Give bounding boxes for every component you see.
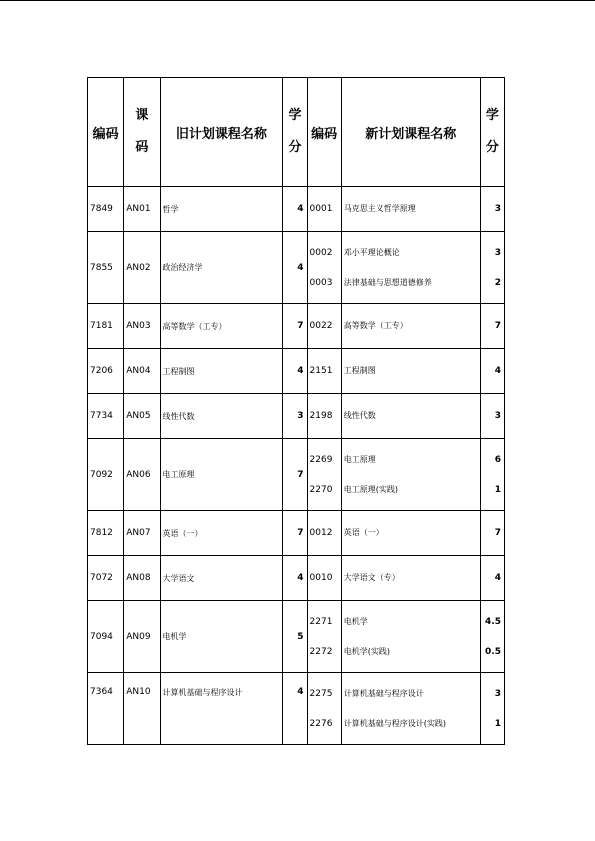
new-credit-cell bbox=[480, 601, 504, 673]
course-code-cell: AN05 bbox=[124, 394, 160, 439]
new-code-cell-line: 0001 bbox=[309, 204, 333, 214]
old-name-cell: 线性代数 bbox=[160, 394, 283, 439]
course-code-cell: AN02 bbox=[124, 232, 160, 304]
new-credit-cell-line: 3 bbox=[494, 411, 501, 421]
new-code-cell bbox=[307, 673, 341, 745]
old-credit-cell: 4 bbox=[283, 673, 307, 745]
new-credit-cell-line: 4 bbox=[494, 366, 501, 376]
header-new-credit bbox=[480, 78, 504, 187]
new-name-cell-line: 线性代数 bbox=[343, 411, 376, 420]
old-name-cell: 政治经济学 bbox=[160, 232, 283, 304]
new-code-cell-line: 2272 bbox=[309, 646, 333, 657]
new-code-cell-line: 2276 bbox=[309, 718, 333, 729]
new-name-cell-line: 工程制图 bbox=[343, 366, 376, 375]
new-name-cell-line: 计算机基础与程序设计(实践) bbox=[343, 718, 447, 728]
course-mapping-table bbox=[87, 77, 505, 745]
old-credit-cell: 7 bbox=[283, 439, 307, 511]
new-name-cell bbox=[341, 556, 480, 601]
new-credit-cell-line: 0.5 bbox=[485, 646, 501, 657]
new-credit-cell bbox=[480, 349, 504, 394]
new-code-cell-line: 0003 bbox=[309, 277, 333, 288]
old-code-cell: 7094 bbox=[88, 601, 124, 673]
new-name-cell-line: 高等数学（工专） bbox=[343, 321, 408, 330]
old-name-cell: 英语（一） bbox=[160, 511, 283, 556]
old-credit-cell: 5 bbox=[283, 601, 307, 673]
old-credit-cell: 4 bbox=[283, 232, 307, 304]
table-row bbox=[88, 601, 505, 673]
old-code-cell: 7206 bbox=[88, 349, 124, 394]
new-name-cell-line: 法律基础与思想道德修养 bbox=[343, 277, 432, 287]
new-name-cell bbox=[341, 511, 480, 556]
table-row bbox=[88, 304, 505, 349]
new-code-cell-line: 0022 bbox=[309, 321, 333, 331]
new-code-cell bbox=[307, 304, 341, 349]
new-code-cell-line: 2271 bbox=[309, 616, 333, 627]
table-row bbox=[88, 439, 505, 511]
old-name-cell: 大学语文 bbox=[160, 556, 283, 601]
course-code-cell: AN10 bbox=[124, 673, 160, 745]
new-name-cell bbox=[341, 439, 480, 511]
new-credit-cell bbox=[480, 187, 504, 232]
new-name-cell bbox=[341, 304, 480, 349]
new-name-cell bbox=[341, 673, 480, 745]
header-new-credit-char1: 学 bbox=[485, 108, 499, 123]
new-credit-cell-line: 3 bbox=[494, 204, 501, 214]
table-row bbox=[88, 556, 505, 601]
old-code-cell: 7181 bbox=[88, 304, 124, 349]
old-code-cell: 7734 bbox=[88, 394, 124, 439]
new-code-cell bbox=[307, 187, 341, 232]
new-code-cell-line: 2151 bbox=[309, 366, 333, 376]
new-credit-cell bbox=[480, 394, 504, 439]
old-credit-cell: 7 bbox=[283, 304, 307, 349]
new-code-cell bbox=[307, 511, 341, 556]
old-credit-cell: 4 bbox=[283, 556, 307, 601]
new-name-cell-line: 电机学(实践) bbox=[343, 646, 391, 656]
new-credit-cell-line: 6 bbox=[494, 454, 501, 465]
course-code-cell: AN07 bbox=[124, 511, 160, 556]
header-course-code-char1: 课 bbox=[135, 108, 149, 123]
old-code-cell: 7364 bbox=[88, 673, 124, 745]
table-row bbox=[88, 232, 505, 304]
course-code-cell: AN04 bbox=[124, 349, 160, 394]
table-row bbox=[88, 673, 505, 745]
course-code-cell: AN03 bbox=[124, 304, 160, 349]
new-code-cell-line: 2270 bbox=[309, 484, 333, 495]
new-credit-cell-line: 4 bbox=[494, 573, 501, 583]
course-code-cell: AN01 bbox=[124, 187, 160, 232]
new-name-cell-line: 计算机基础与程序设计 bbox=[343, 688, 424, 698]
header-old-credit-char2: 分 bbox=[288, 140, 302, 155]
old-name-cell: 哲学 bbox=[160, 187, 283, 232]
old-code-cell: 7812 bbox=[88, 511, 124, 556]
new-name-cell bbox=[341, 232, 480, 304]
new-code-cell-line: 0012 bbox=[309, 528, 333, 538]
old-name-cell: 工程制图 bbox=[160, 349, 283, 394]
old-code-cell: 7855 bbox=[88, 232, 124, 304]
header-course-code-char2: 码 bbox=[135, 140, 149, 155]
new-code-cell bbox=[307, 394, 341, 439]
header-old-code: 编码 bbox=[88, 78, 124, 187]
new-name-cell-line: 电机学 bbox=[343, 616, 368, 626]
new-credit-cell-line: 1 bbox=[494, 718, 501, 729]
old-name-cell: 计算机基础与程序设计 bbox=[160, 673, 283, 745]
new-credit-cell bbox=[480, 511, 504, 556]
new-code-cell bbox=[307, 439, 341, 511]
new-code-cell bbox=[307, 232, 341, 304]
new-credit-cell bbox=[480, 556, 504, 601]
header-old-credit-char1: 学 bbox=[288, 108, 302, 123]
new-name-cell-line: 马克思主义哲学原理 bbox=[343, 204, 416, 213]
new-name-cell-line: 电工原理 bbox=[343, 454, 376, 464]
new-credit-cell-line: 4.5 bbox=[485, 616, 501, 627]
page-top-rule bbox=[0, 0, 595, 1]
header-course-code bbox=[124, 78, 160, 187]
new-name-cell-line: 邓小平理论概论 bbox=[343, 247, 400, 257]
new-credit-cell bbox=[480, 232, 504, 304]
course-code-cell: AN09 bbox=[124, 601, 160, 673]
course-code-cell: AN06 bbox=[124, 439, 160, 511]
old-credit-cell: 4 bbox=[283, 187, 307, 232]
new-name-cell bbox=[341, 394, 480, 439]
new-name-cell bbox=[341, 187, 480, 232]
new-code-cell bbox=[307, 601, 341, 673]
header-old-name: 旧计划课程名称 bbox=[160, 78, 283, 187]
new-credit-cell-line: 1 bbox=[494, 484, 501, 495]
new-code-cell-line: 2269 bbox=[309, 454, 333, 465]
header-new-name: 新计划课程名称 bbox=[341, 78, 480, 187]
new-credit-cell-line: 3 bbox=[494, 247, 501, 258]
table-row bbox=[88, 394, 505, 439]
new-code-cell bbox=[307, 349, 341, 394]
new-credit-cell-line: 2 bbox=[494, 277, 501, 288]
table-row bbox=[88, 511, 505, 556]
old-name-cell: 电机学 bbox=[160, 601, 283, 673]
new-credit-cell-line: 7 bbox=[494, 528, 501, 538]
old-credit-cell: 4 bbox=[283, 349, 307, 394]
new-credit-cell bbox=[480, 673, 504, 745]
new-credit-cell bbox=[480, 304, 504, 349]
new-code-cell bbox=[307, 556, 341, 601]
old-code-cell: 7072 bbox=[88, 556, 124, 601]
new-code-cell-line: 0010 bbox=[309, 573, 333, 583]
new-name-cell-line: 英语（一） bbox=[343, 528, 384, 537]
new-name-cell-line: 电工原理(实践) bbox=[343, 484, 399, 494]
course-code-cell: AN08 bbox=[124, 556, 160, 601]
new-code-cell-line: 2275 bbox=[309, 688, 333, 699]
old-code-cell: 7849 bbox=[88, 187, 124, 232]
old-code-cell: 7092 bbox=[88, 439, 124, 511]
old-name-cell: 高等数学（工专） bbox=[160, 304, 283, 349]
new-name-cell-line: 大学语文（专） bbox=[343, 573, 400, 582]
header-new-credit-char2: 分 bbox=[485, 140, 499, 155]
old-credit-cell: 3 bbox=[283, 394, 307, 439]
new-credit-cell bbox=[480, 439, 504, 511]
new-name-cell bbox=[341, 601, 480, 673]
table-row bbox=[88, 187, 505, 232]
header-old-credit bbox=[283, 78, 307, 187]
new-credit-cell-line: 3 bbox=[494, 688, 501, 699]
new-code-cell-line: 0002 bbox=[309, 247, 333, 258]
header-new-code: 编码 bbox=[307, 78, 341, 187]
old-name-cell: 电工原理 bbox=[160, 439, 283, 511]
table-row bbox=[88, 349, 505, 394]
new-credit-cell-line: 7 bbox=[494, 321, 501, 331]
old-credit-cell: 7 bbox=[283, 511, 307, 556]
new-name-cell bbox=[341, 349, 480, 394]
header-row bbox=[88, 78, 505, 187]
new-code-cell-line: 2198 bbox=[309, 411, 333, 421]
